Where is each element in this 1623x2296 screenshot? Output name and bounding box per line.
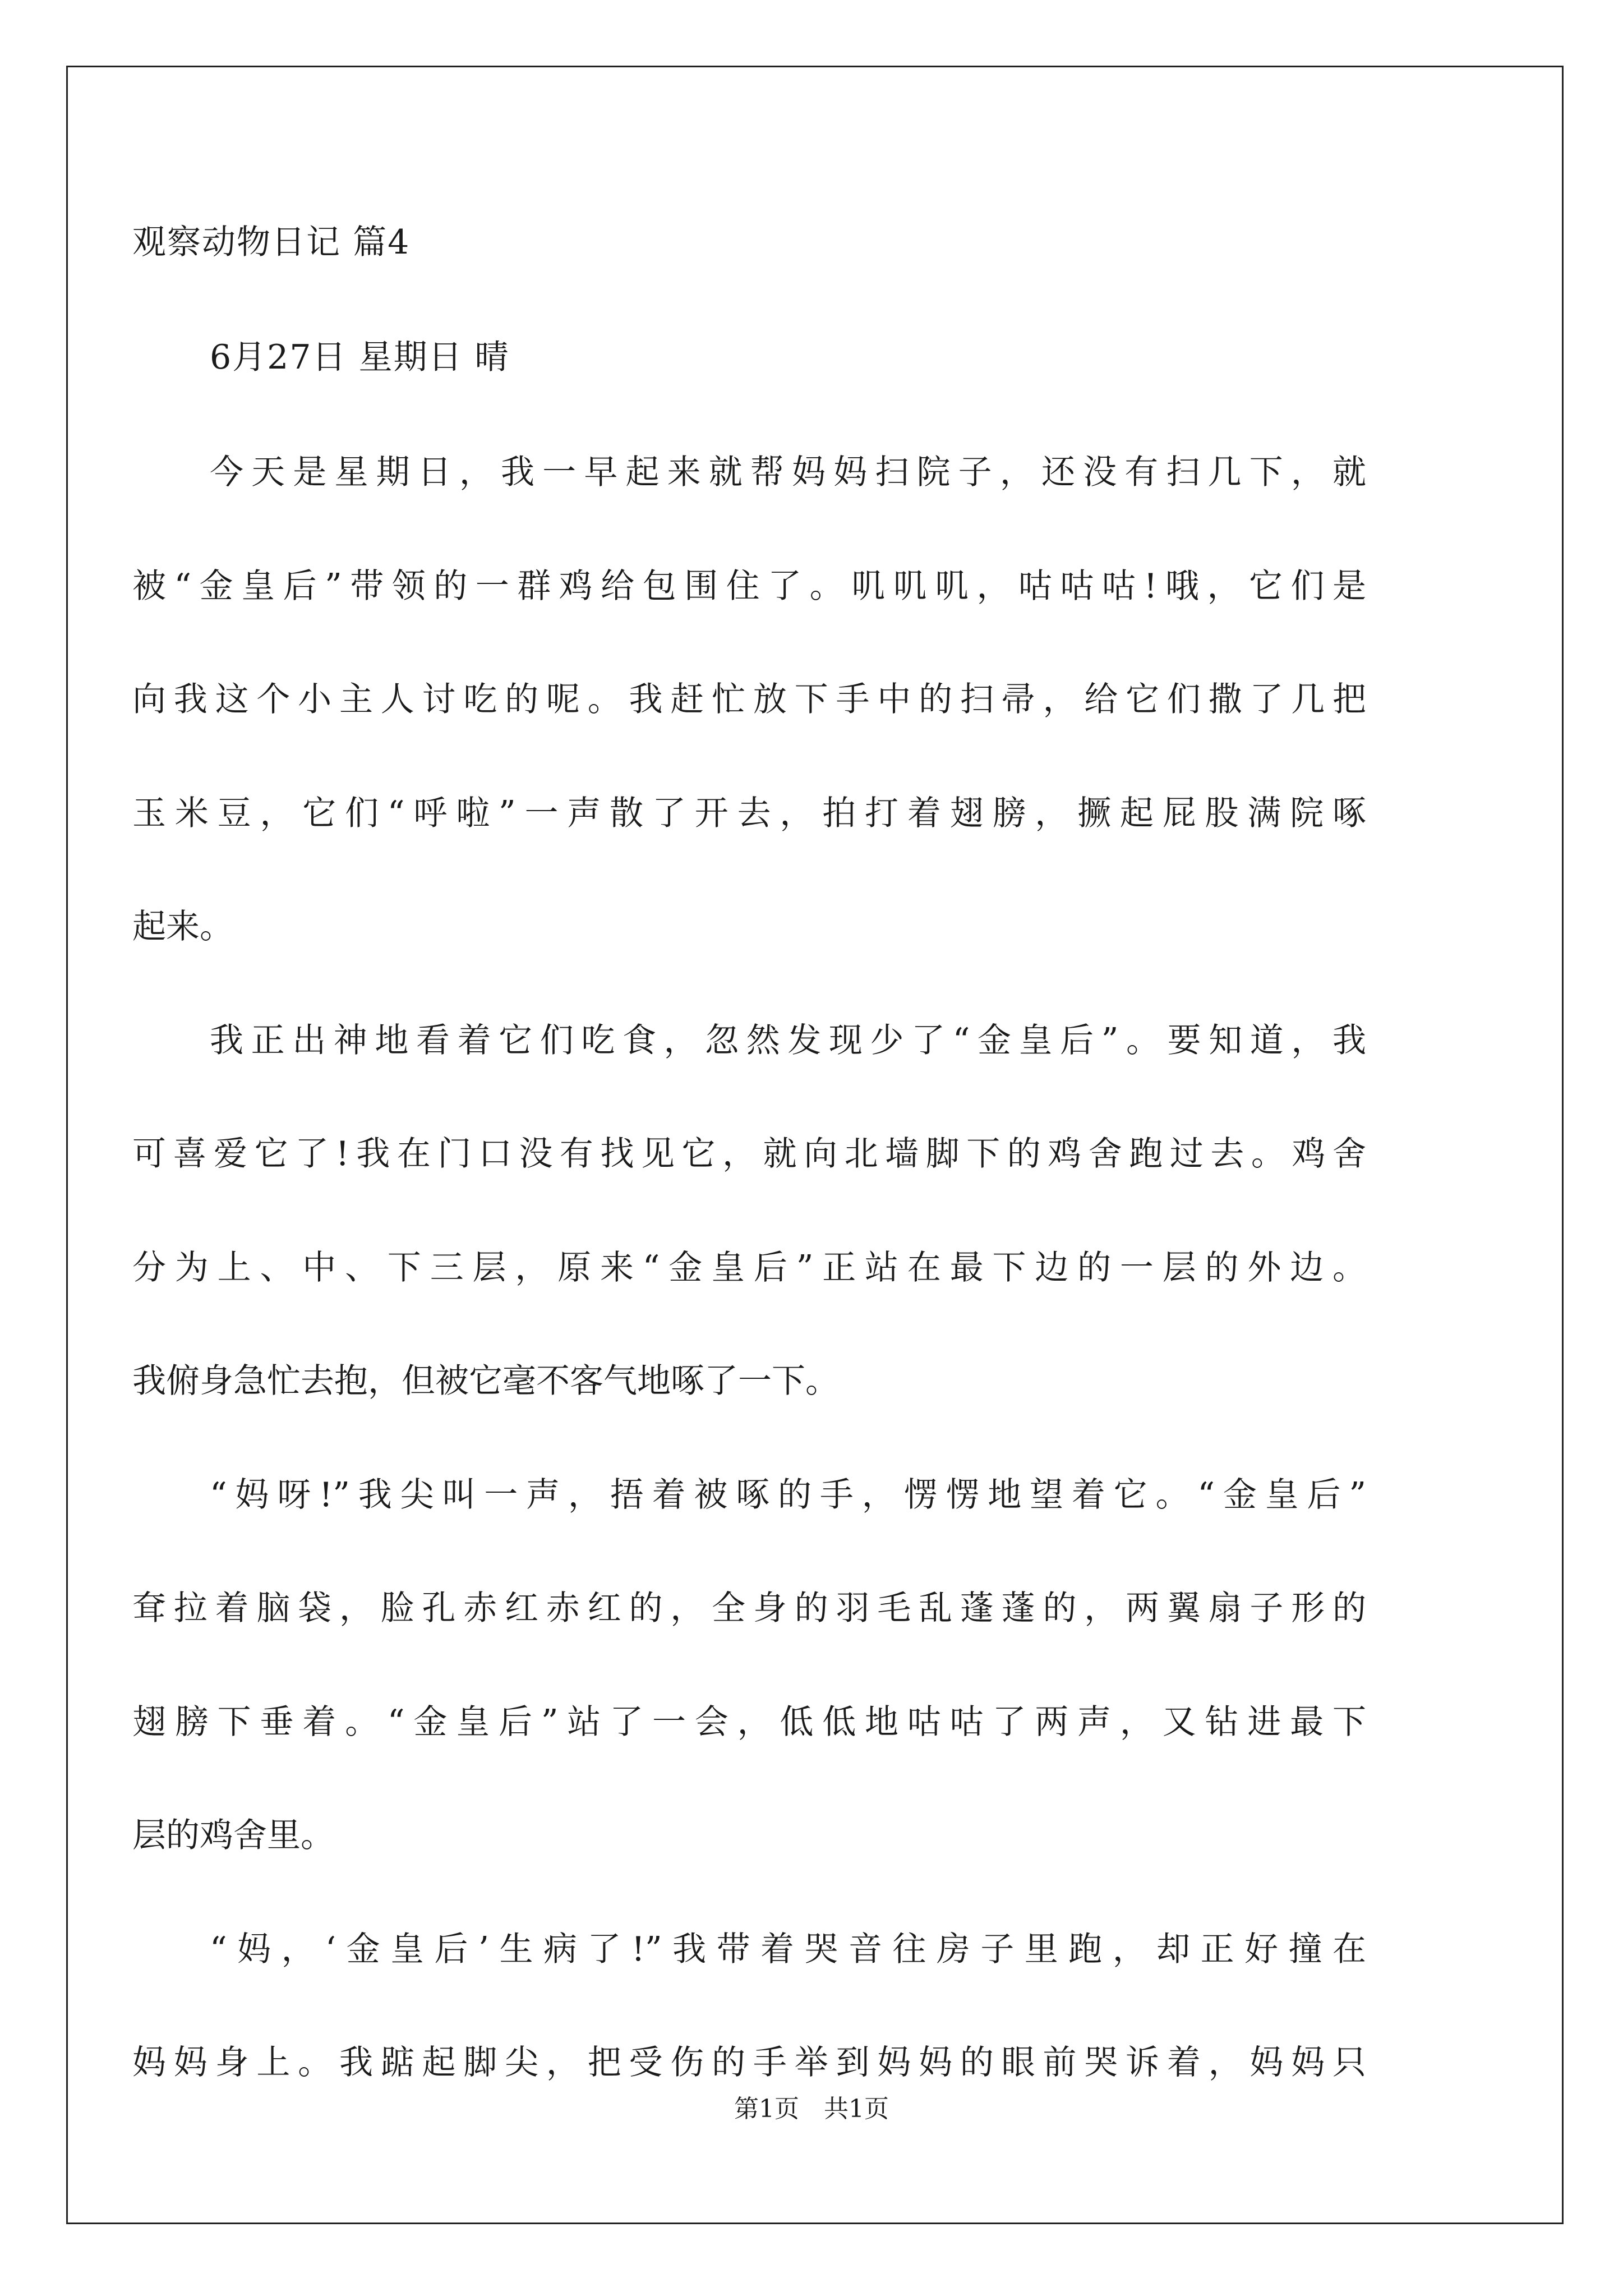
- paragraph-3-line-4: 层的鸡舍里。: [132, 1816, 334, 1855]
- diary-date-line: 6月27日 星期日 晴: [210, 338, 510, 377]
- paragraph-4-line-1: “妈，‘金皇后’生病了!”我带着哭音往房子里跑，却正好撞在: [210, 1930, 1366, 1969]
- paragraph-2-line-1: 我正出神地看着它们吃食，忽然发现少了“金皇后”。要知道，我: [210, 1021, 1366, 1060]
- document-title: 观察动物日记 篇4: [132, 223, 411, 262]
- paragraph-1-line-2: 被“金皇后”带领的一群鸡给包围住了。叽叽叽，咕咕咕!哦，它们是: [132, 567, 1366, 606]
- paragraph-2-line-4: 我俯身急忙去抱，但被它毫不客气地啄了一下。: [132, 1361, 839, 1401]
- paragraph-1-line-5: 起来。: [132, 907, 233, 946]
- paragraph-2-line-3: 分为上、中、下三层，原来“金皇后”正站在最下边的一层的外边。: [132, 1248, 1366, 1287]
- paragraph-1-line-4: 玉米豆，它们“呼啦”一声散了开去，拍打着翅膀，撅起屁股满院啄: [132, 794, 1366, 833]
- paragraph-3-line-2: 耷拉着脑袋，脸孔赤红赤红的，全身的羽毛乱蓬蓬的，两翼扇子形的: [132, 1589, 1366, 1628]
- paragraph-1-line-3: 向我这个小主人讨吃的呢。我赶忙放下手中的扫帚，给它们撒了几把: [132, 680, 1366, 719]
- paragraph-3-line-3: 翅膀下垂着。“金皇后”站了一会，低低地咕咕了两声，又钻进最下: [132, 1703, 1366, 1742]
- paragraph-1-line-1: 今天是星期日，我一早起来就帮妈妈扫院子，还没有扫几下，就: [210, 453, 1366, 492]
- paragraph-2-line-2: 可喜爱它了!我在门口没有找见它，就向北墙脚下的鸡舍跑过去。鸡舍: [132, 1134, 1366, 1174]
- paragraph-3-line-1: “妈呀!”我尖叫一声，捂着被啄的手，愣愣地望着它。“金皇后”: [210, 1475, 1366, 1515]
- paragraph-4-line-2: 妈妈身上。我踮起脚尖，把受伤的手举到妈妈的眼前哭诉着，妈妈只: [132, 2043, 1366, 2082]
- page-footer: 第1页 共1页: [734, 2095, 889, 2123]
